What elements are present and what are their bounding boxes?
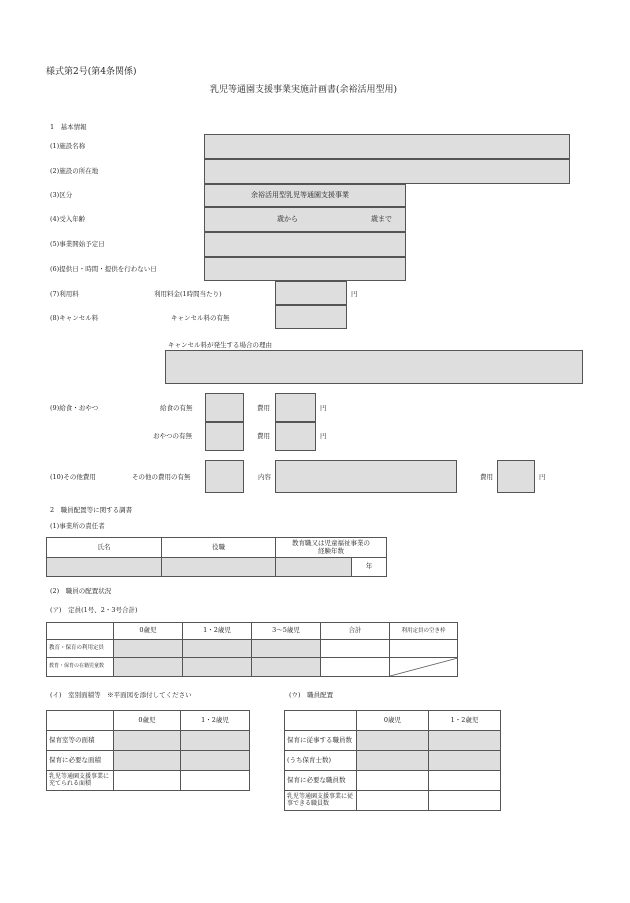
manager-years-cell[interactable] [276, 558, 352, 577]
capacity-header-0: 0歳児 [114, 623, 183, 640]
category-label: (3)区分 [50, 191, 73, 199]
capacity-header-1: 1・2歳児 [183, 623, 252, 640]
meal-label: (9)給食・おやつ [50, 404, 99, 412]
service-days-field[interactable] [204, 257, 406, 281]
age-to-suffix: 歳まで [371, 215, 392, 223]
room-row-label: 保育室等の面積 [47, 731, 114, 751]
cancel-sub-label: キャンセル料の有無 [171, 314, 230, 322]
snack-cost-unit: 円 [320, 432, 327, 440]
manager-header-experience: 教育職又は児童福祉事業の経験年数 [276, 538, 387, 558]
staff-cell[interactable] [429, 771, 501, 791]
room-cell[interactable] [114, 771, 181, 791]
staff-cell[interactable] [429, 731, 501, 751]
capacity-row-label: 教育・保育の利用定員 [47, 640, 114, 658]
form-number: 様式第2号(第4条関係) [46, 67, 137, 77]
start-date-label: (5)事業開始予定日 [50, 240, 105, 248]
snack-cost-label: 費用 [257, 432, 270, 440]
room-row-label: 保育に必要な面積 [47, 751, 114, 771]
room-heading: (イ) 室別面積等 ※平面図を添付してください [50, 691, 192, 699]
service-days-label: (6)提供日・時間・提供を行わない日 [50, 265, 157, 273]
category-value: 余裕活用型乳児等通園支援事業 [251, 191, 349, 199]
staff-heading: (ウ) 職員配置 [289, 691, 334, 699]
page-title: 乳児等通園支援事業実施計画書(余裕活用型用) [210, 85, 398, 95]
capacity-cell[interactable] [252, 640, 321, 658]
meal-cost-unit: 円 [320, 404, 327, 412]
capacity-cell[interactable] [114, 640, 183, 658]
staff-cell[interactable] [357, 771, 429, 791]
capacity-cell[interactable] [252, 658, 321, 677]
manager-heading: (1)事業所の責任者 [50, 522, 105, 530]
room-header-0: 0歳児 [114, 711, 181, 731]
staff-cell[interactable] [357, 751, 429, 771]
staff-cell[interactable] [429, 791, 501, 811]
capacity-cell[interactable] [390, 640, 458, 658]
staffing-heading: (2) 職員の配置状況 [50, 587, 112, 595]
facility-name-label: (1)施設名称 [50, 142, 86, 150]
capacity-table [46, 622, 458, 677]
meal-field[interactable] [205, 393, 244, 422]
room-cell[interactable] [114, 731, 181, 751]
fee-field[interactable] [275, 281, 347, 305]
snack-sub-label: おやつの有無 [153, 432, 192, 440]
capacity-header-4: 利用定員の空き枠 [390, 623, 458, 640]
cancel-field[interactable] [275, 305, 347, 329]
capacity-heading: (ア) 定員(1号、2・3号合計) [50, 606, 138, 614]
meal-sub-label: 給食の有無 [160, 404, 193, 412]
room-cell[interactable] [181, 731, 250, 751]
other-cost-amount-field[interactable] [497, 460, 535, 493]
start-date-field[interactable] [204, 232, 406, 257]
age-label: (4)受入年齢 [50, 215, 86, 223]
staff-cell[interactable] [357, 791, 429, 811]
other-cost-content-field[interactable] [275, 460, 457, 493]
age-field[interactable] [204, 207, 406, 232]
staff-cell[interactable] [429, 751, 501, 771]
meal-cost-field[interactable] [275, 393, 316, 422]
snack-field[interactable] [205, 422, 244, 451]
snack-cost-field[interactable] [275, 422, 316, 451]
room-header-1: 1・2歳児 [181, 711, 250, 731]
content-label: 内容 [258, 473, 271, 481]
room-cell[interactable] [181, 771, 250, 791]
other-cost-sub-label: その他の費用の有無 [132, 473, 191, 481]
staff-row-label: (うち保育士数) [285, 751, 357, 771]
other-cost-cost-label: 費用 [480, 473, 493, 481]
section1-heading: 1 基本情報 [50, 123, 87, 131]
manager-name-cell[interactable] [47, 558, 162, 577]
room-table [46, 710, 250, 791]
manager-header-name: 氏名 [47, 538, 162, 558]
other-cost-unit: 円 [539, 473, 546, 481]
capacity-cell[interactable] [321, 658, 390, 677]
staff-header-1: 1・2歳児 [429, 711, 501, 731]
cancel-label: (8)キャンセル料 [50, 314, 99, 322]
manager-position-cell[interactable] [162, 558, 276, 577]
diagonal-slash [390, 658, 458, 676]
facility-name-field[interactable] [204, 134, 570, 159]
manager-header-position: 役職 [162, 538, 276, 558]
manager-years-unit: 年 [352, 558, 387, 577]
staff-header-0: 0歳児 [357, 711, 429, 731]
cancel-reason-field[interactable] [165, 350, 583, 384]
room-cell[interactable] [114, 751, 181, 771]
staff-row-label: 保育に従事する職員数 [285, 731, 357, 751]
fee-sub-label: 利用料金(1時間当たり) [154, 290, 222, 298]
room-row-label: 乳児等通園支援事業に充てられる面積 [47, 771, 114, 791]
capacity-empty-cell [390, 658, 458, 677]
fee-label: (7)利用料 [50, 290, 79, 298]
capacity-cell[interactable] [114, 658, 183, 677]
capacity-header-3: 合計 [321, 623, 390, 640]
other-cost-field[interactable] [205, 460, 244, 493]
age-from-suffix: 歳から [277, 215, 298, 223]
category-field [204, 184, 406, 207]
capacity-cell[interactable] [321, 640, 390, 658]
meal-cost-label: 費用 [257, 404, 270, 412]
manager-table [46, 537, 387, 577]
staff-row-label: 保育に必要な職員数 [285, 771, 357, 791]
staff-cell[interactable] [357, 731, 429, 751]
section2-heading: 2 職員配置等に関する調書 [50, 506, 133, 514]
fee-unit: 円 [351, 290, 358, 298]
capacity-header-2: 3〜5歳児 [252, 623, 321, 640]
staff-row-label: 乳児等通園支援事業に従事できる職員数 [285, 791, 357, 811]
staff-table [284, 710, 501, 811]
facility-address-label: (2)施設の所在地 [50, 167, 99, 175]
facility-address-field[interactable] [204, 159, 570, 184]
other-cost-label: (10)その他費用 [50, 473, 96, 481]
cancel-reason-label: キャンセル料が発生する場合の理由 [168, 341, 272, 349]
capacity-cell[interactable] [183, 658, 252, 677]
room-cell[interactable] [181, 751, 250, 771]
capacity-cell[interactable] [183, 640, 252, 658]
capacity-row-label: 教育・保育の在籍児童数 [47, 658, 114, 677]
